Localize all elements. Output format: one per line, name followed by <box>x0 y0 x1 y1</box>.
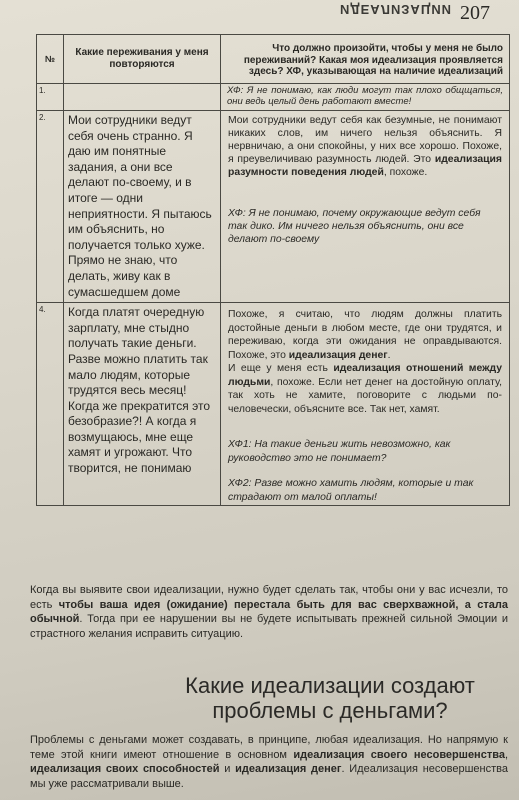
idealization-name: идеализация разумности поведения людей <box>228 154 502 178</box>
table-row <box>37 303 510 506</box>
page-number: 207 <box>460 2 490 24</box>
row-experience-empty <box>64 84 221 111</box>
text-run: И еще у меня есть <box>228 363 334 375</box>
running-title: ИДЕАЛИЗАЦИИ <box>340 2 453 17</box>
row-idealization <box>221 303 510 506</box>
text-run: Похоже, я считаю, что людям должны платить достойные деньги в любом месте, где они трудятся, и переживаю, когда эти ожидания не оправдываются. Похоже, это <box>228 309 502 361</box>
text-run: Проблемы с деньгами может создавать, в принципе, любая идеализация. Но напрямую к теме этой книги имеют отношение в основном <box>30 734 508 761</box>
table-header-row <box>37 35 510 84</box>
text-run: Когда вы выявите свои идеализации, нужно будет сделать так, чтобы они у вас исчезли, то есть <box>30 584 508 611</box>
row-experience: Когда платят очередную зарплату, мне стыдно получать такие деньги. Разве можно платить так мало людям, которые трудятся весь месяц! Когда же прекратится это безобразие?! А когда я возмущаюсь, мне еще хамят и угрожают. Что творится, не понимаю <box>64 303 221 506</box>
row-hf: ХФ: Я не понимаю, почему окружающие ведут себя так дико. Им ничего нельзя объяснить, они все делают по-своему <box>228 208 481 245</box>
text-run: Мои сотрудники ведут себя как безумные, не понимают никаких слов, им ничего нельзя объяснить. Я нервничаю, а они спокойны, у них все хорошо. Похоже, я преувеличиваю разумность людей. Это <box>228 115 502 165</box>
row-number: 1. <box>37 84 64 111</box>
emphasis: идеализация денег <box>235 763 342 776</box>
row-hf: ХФ: Я не понимаю, как люди могут так плохо общщаться, они ведь целый день работают вместе! <box>221 84 510 111</box>
text-run: , похоже. <box>383 167 428 178</box>
text-run: , <box>504 748 509 761</box>
page-header <box>40 0 519 28</box>
row-number: 4. <box>37 303 64 506</box>
text-run: . Идеализация несовершенства мы уже рассматривали выше. <box>30 763 508 790</box>
section-title: Какие идеализации создают проблемы с деньгами? <box>185 673 475 723</box>
idealization-name: идеализация отношений между людьми <box>228 363 502 388</box>
row-idealization <box>221 111 510 303</box>
row-experience: Мои сотрудники ведут себя очень странно. Я даю им понятные задания, а они все делают по-своему, и в итоге — одни неприятности. Я пытаюсь им объяснить, но получается только хуже. Прямо не знаю, что делать, живу как в сумасшедшем доме <box>64 111 221 303</box>
row-hf1: ХФ1: На такие деньги жить невозможно, как руководство это не понимает? <box>228 439 451 464</box>
row-number: 2. <box>37 111 64 303</box>
text-run: . Тогда при ее нарушении вы не будете испытывать прежней сильной Эмоции и страстного желания исправить ситуацию. <box>30 613 508 640</box>
text-run: и <box>219 763 236 776</box>
paragraph <box>30 733 508 791</box>
header-idealization: Что должно произойти, чтобы у меня не было переживаний? Какая моя идеализация проявляется здесь? ХФ, указывающая на наличие идеализаций <box>221 35 510 84</box>
header-experiences: Какие переживания у меня повторяются <box>64 35 221 84</box>
idealization-text <box>222 304 508 420</box>
text-run: . <box>387 349 391 361</box>
paragraph <box>30 583 508 641</box>
idealization-table <box>36 34 510 506</box>
text-run: , похоже. Если нет денег на достойную оплату, так хоть не хамите, поговорите с людьми по-человечески, объясните все. Так нет, хамят. <box>228 376 502 415</box>
idealization-name: идеализация денег <box>288 349 388 361</box>
row-hf2: ХФ2: Разве можно хамить людям, которые и так страдают от малой оплаты! <box>228 478 474 503</box>
idealization-text <box>222 112 508 181</box>
emphasis: идеализация своего несовершенства <box>293 748 505 761</box>
table-row <box>37 84 510 111</box>
emphasis: идеализация своих способностей <box>30 763 220 776</box>
table-row <box>37 111 510 303</box>
emphasis: чтобы ваша идея (ожидание) перестала быть для вас сверхважной, а стала обычной <box>30 598 508 626</box>
header-num: № <box>37 35 64 84</box>
